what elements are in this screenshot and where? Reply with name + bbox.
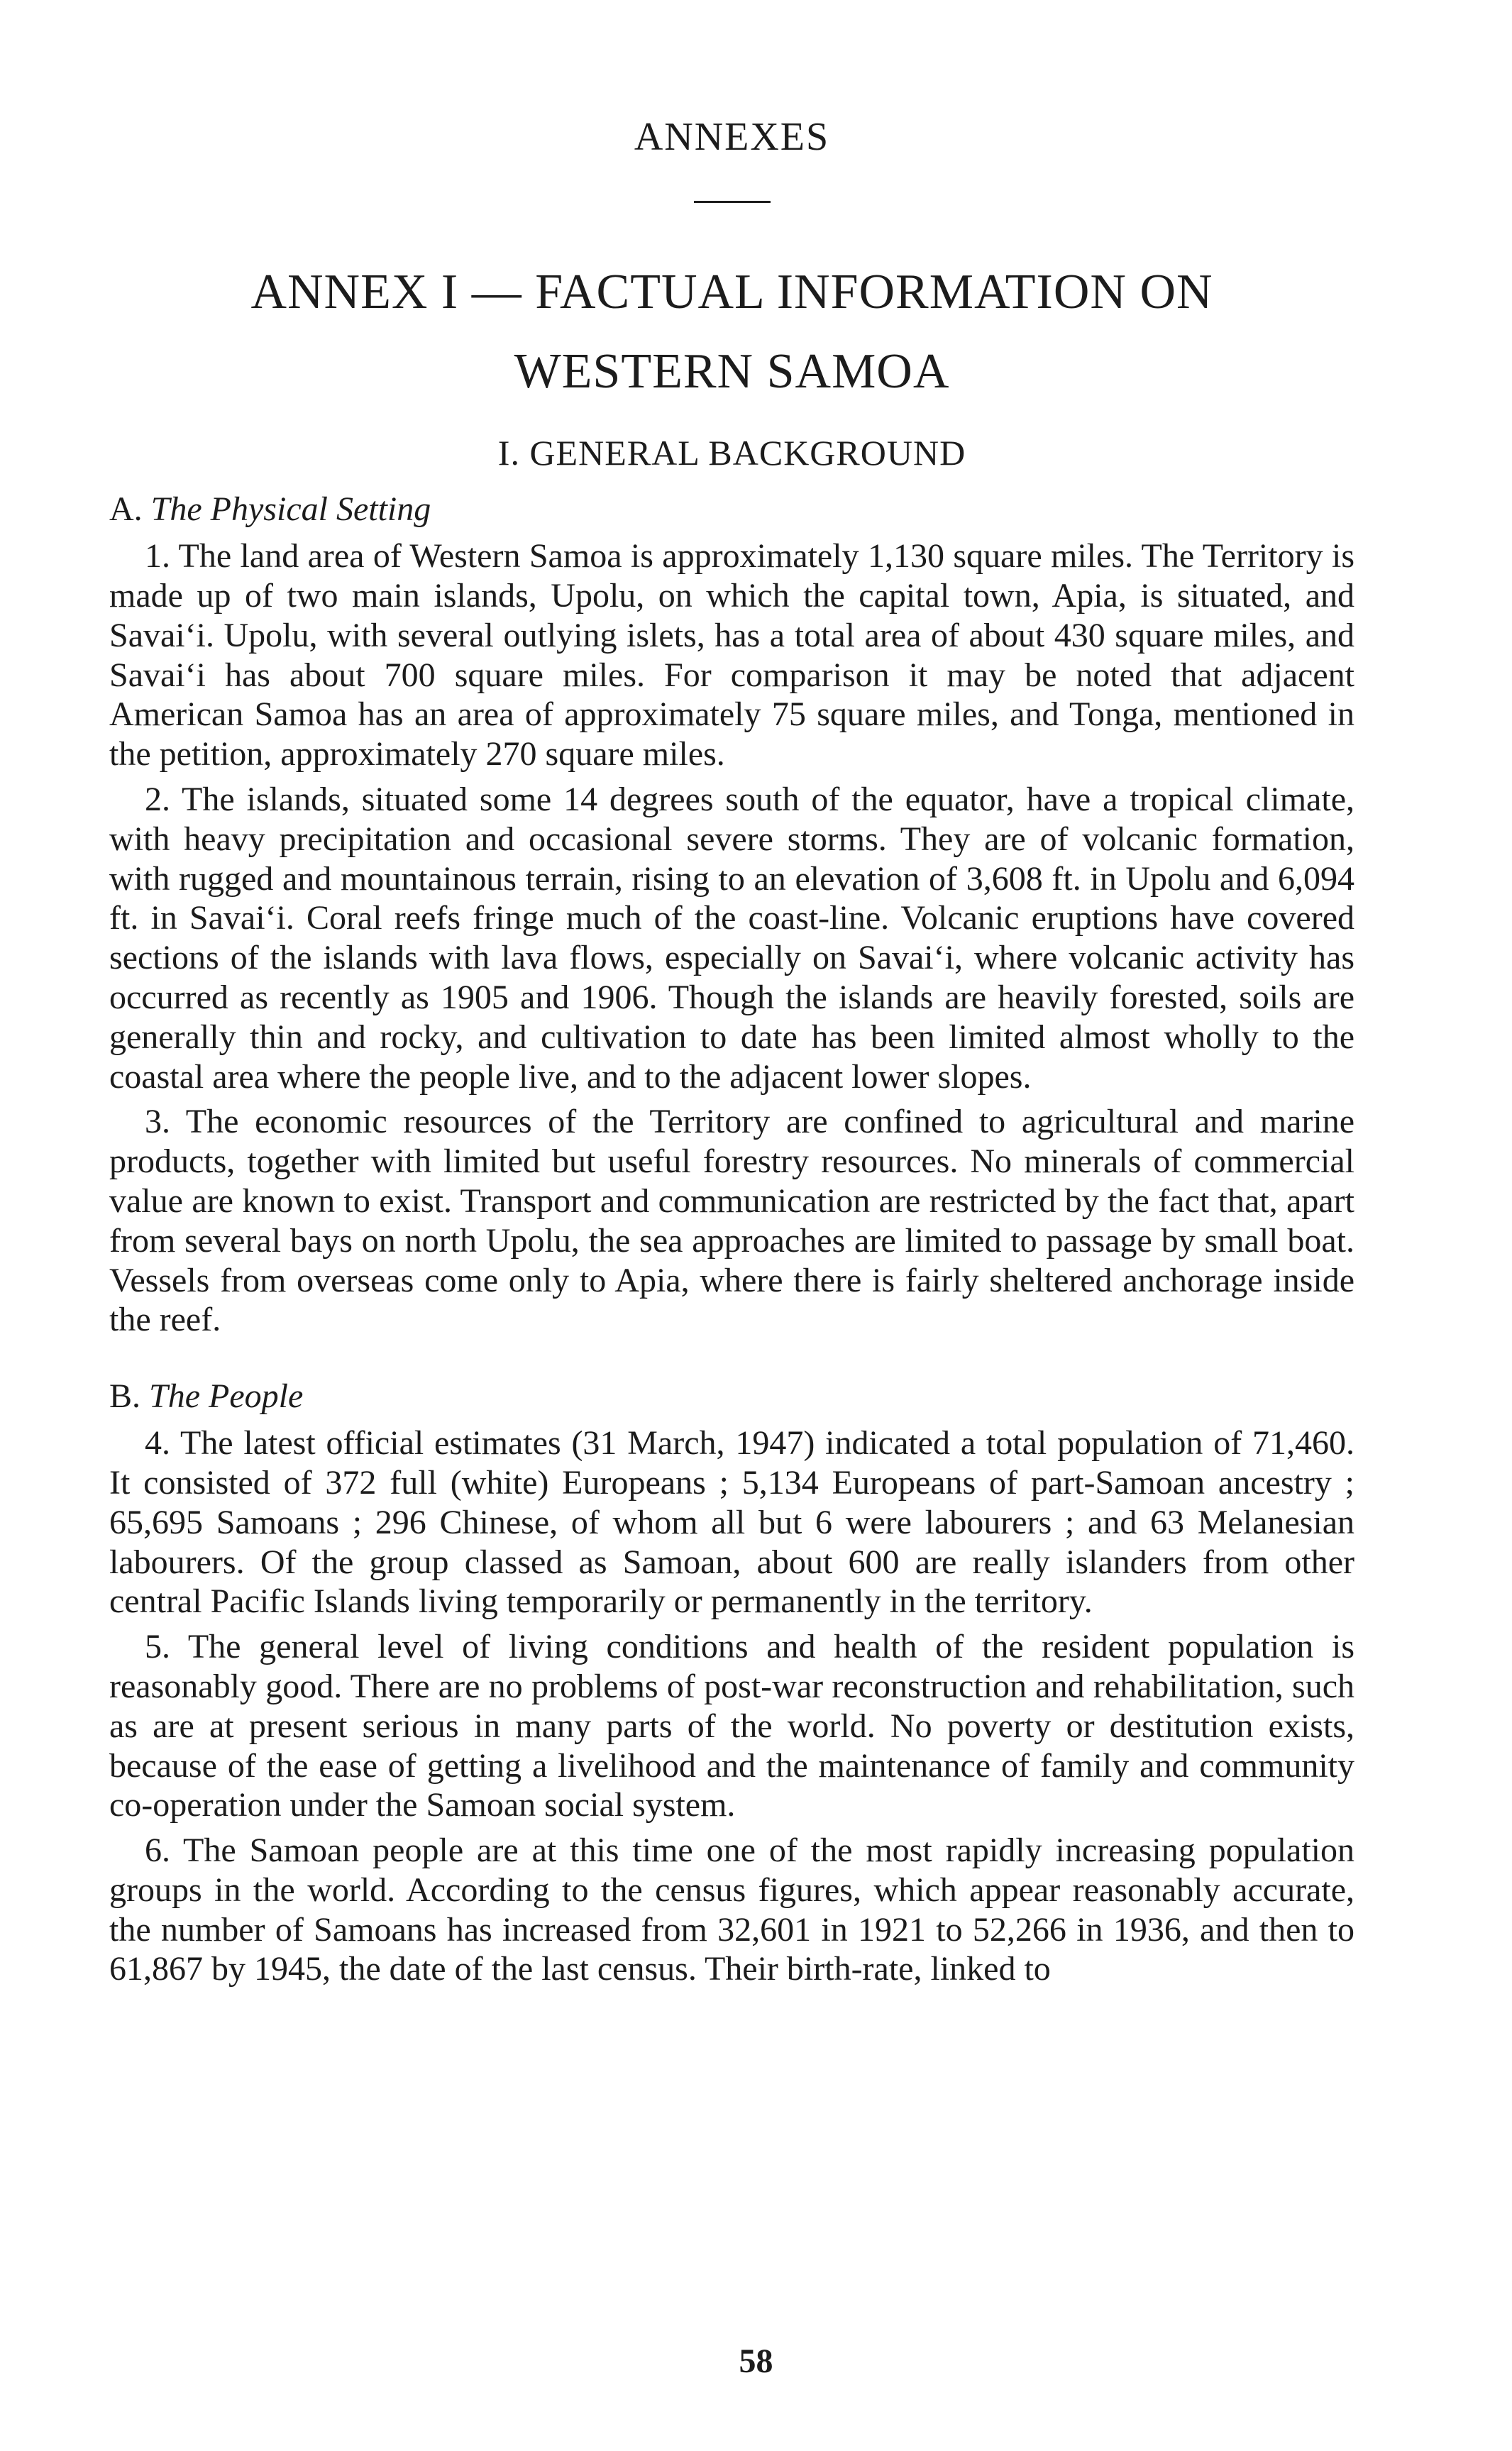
paragraph-1: 1. The land area of Western Samoa is approximately 1,130 square miles. The Territory is made up of two main islands, Upolu, on which the capital town, Apia, is situated, and Savai‘i. Upolu, with several outlying islets, has a total area of about 430 square miles, and Savai‘i has about 700 square miles. For comparison it may be noted that adjacent American Samoa has an area of approximately 75 square miles, and Tonga, mentioned in the petition, approximately 270 square miles. (109, 537, 1354, 773)
paragraph-6: 6. The Samoan people are at this time one of the most rapidly increasing population groups in the world. According to the census figures, which appear reasonably accurate, the number of Samoans has increased from 32,601 in 1921 to 52,266 in 1936, and then to 61,867 by 1945, the date of the last census. Their birth-rate, linked to (109, 1832, 1354, 1988)
page-number: 58 (739, 2342, 773, 2380)
subsection-b-heading (109, 1375, 1354, 1418)
document-page (109, 85, 1354, 1989)
subsection-a-label: A. (109, 490, 143, 529)
annex-title-line-2: WESTERN SAMOA (514, 344, 950, 400)
subsection-b-label: B. (109, 1377, 141, 1416)
subsection-a-heading (109, 488, 1354, 531)
paragraph-4: 4. The latest official estimates (31 March, 1947) indicated a total population of 71,460. It consisted of 372 full (white) Europeans ; 5,134 Europeans of part-Samoan ancestry ; 65,695 Samoans ; 296 Chinese, of whom all but 6 were labourers ; and 63 Melanesian labourers. Of the group classed as Samoan, about 600 are really islanders from other central Pacific Islands living temporarily or permanently in the territory. (109, 1424, 1354, 1621)
subsection-a-title: The Physical Setting (150, 490, 431, 529)
annex-title-line-1: ANNEX I — FACTUAL INFORMATION ON (250, 265, 1213, 320)
paragraph-2: 2. The islands, situated some 14 degrees south of the equator, have a tropical climate, with heavy precipitation and occasional severe storms. They are of volcanic formation, with rugged and mountainous terrain, rising to an elevation of 3,608 ft. in Upolu and 6,094 ft. in Savai‘i. Coral reefs fringe much of the coast-line. Volcanic eruptions have covered sections of the islands with lava flows, especially on Savai‘i, where volcanic activity has occurred as recently as 1905 and 1906. Though the islands are heavily forested, soils are generally thin and rocky, and cultivation to date has been limited almost wholly to the coastal area where the people live, and to the adjacent lower slopes. (109, 780, 1354, 1096)
annex-title (109, 253, 1354, 412)
subsection-b-title: The People (149, 1377, 304, 1416)
heading-rule (694, 201, 771, 203)
section-title: I. GENERAL BACKGROUND (497, 433, 966, 473)
paragraph-3: 3. The economic resources of the Territory are confined to agricultural and marine products, together with limited but useful forestry resources. No minerals of commercial value are known to exist. Transport and communication are restricted by the fact that, apart from several bays on north Upolu, the sea approaches are limited to passage by small boat. Vessels from overseas come only to Apia, where there is fairly sheltered anchorage inside the reef. (109, 1103, 1354, 1339)
paragraph-5: 5. The general level of living conditions and health of the resident population is reasonably good. There are no problems of post-war reconstruction and rehabilitation, such as are at present serious in many parts of the world. No poverty or destitution exists, because of the ease of getting a livelihood and the maintenance of family and community co-operation under the Samoan social system. (109, 1628, 1354, 1824)
annexes-heading: ANNEXES (634, 115, 830, 159)
